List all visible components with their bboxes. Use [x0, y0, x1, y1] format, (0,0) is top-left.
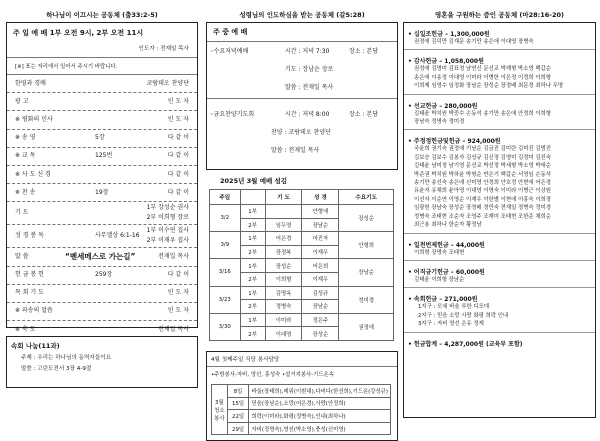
- order-item-person: 전재일 목사: [158, 252, 189, 260]
- service-duty-box: [206, 351, 398, 441]
- order-item: [7, 302, 197, 320]
- schedule-header: [240, 190, 265, 205]
- schedule-wed: 장성순: [339, 205, 394, 232]
- schedule-header: 수요기도: [339, 190, 394, 205]
- order-item: [7, 92, 197, 110]
- offering-names: 김보승 김보수 김봉자 김성규 김신정 김영미 김정미 김진숙: [414, 154, 551, 161]
- offering-section: [404, 56, 595, 94]
- schedule-cell: 장남순: [302, 300, 339, 314]
- order-item-detail: 5장: [95, 134, 105, 142]
- schedule-cell: 장남순: [302, 218, 339, 232]
- schedule-cell: 1부: [240, 232, 265, 246]
- cleaning-row: [212, 397, 391, 410]
- wed-time: 시간 : 저녁 7:30: [285, 48, 330, 55]
- order-item-person: 전재일 목사: [158, 325, 189, 333]
- schedule-cell: 2부: [240, 300, 265, 314]
- offering-heading: • 십일조헌금 – 1,300,000원: [408, 31, 490, 38]
- order-item-name: ※ 평화의 인사: [15, 115, 53, 123]
- schedule-row: [210, 313, 394, 327]
- order-item-name: 말 씀: [15, 252, 29, 260]
- friday-service: [207, 99, 397, 159]
- offering-divider: [404, 260, 595, 261]
- offering-section: [404, 267, 595, 288]
- order-item-person: 2부 이재우 집사: [146, 237, 189, 245]
- cleaning-label: 3월 청소 봉사: [212, 384, 228, 434]
- schedule-cell: 1부: [240, 205, 265, 219]
- schedule-date: 3/2: [210, 205, 241, 232]
- offering-section: [404, 101, 595, 131]
- fri-praise: 찬양 : 코람데오 찬양단: [271, 129, 331, 136]
- standing-note: [※] 표는 자리에서 일어서 주시기 바랍니다.: [15, 64, 118, 70]
- schedule-cell: 이대영: [265, 327, 302, 341]
- schedule-wed: 권정애: [339, 313, 394, 340]
- order-item-detail: 사무엘상 6:1-16: [95, 232, 140, 240]
- service-title: 주 일 예 배 1부 오전 9시, 2부 오전 11시: [13, 29, 144, 37]
- schedule-cell: 2부: [240, 327, 265, 341]
- schedule-wed: 장남순: [339, 259, 394, 286]
- cleaning-date: 15일: [227, 397, 249, 410]
- order-item-name: ※ 축 도: [15, 325, 36, 333]
- order-item-name: 목 회 기 도: [15, 289, 44, 297]
- schedule-date: 3/30: [210, 313, 241, 340]
- offering-names: 정병숙 조태현 조순자 조영주 조재미 조태현 조한준 채희순: [414, 213, 551, 220]
- offering-names: 장남숙 정명숙 정미경: [414, 119, 465, 126]
- fellowship-topic: 주제 : 우리는 하나님의 동역자들이요: [21, 355, 112, 361]
- schedule-header: 주일: [210, 190, 241, 205]
- order-item: [7, 284, 197, 302]
- order-item-detail: 19장: [95, 188, 109, 196]
- offering-section: [404, 240, 595, 261]
- order-item-name: ※ 송 영: [15, 134, 36, 142]
- order-item-name: ※ 사 도 신 경: [15, 170, 51, 178]
- offering-names: 3지구 : 자비 영선 은유 정재: [418, 321, 484, 328]
- fellowship-box: [6, 336, 198, 388]
- schedule-cell: 장정복: [265, 245, 302, 259]
- service-duty-sub: •주방봉사-자비, 영선, 홍성숙 •설거지봉사-기드온속: [211, 371, 334, 378]
- schedule-date: 3/23: [210, 286, 241, 313]
- offering-names: 권정애 김명미 김표정 남연신 문선교 박해형 박소영 백갑순: [414, 66, 551, 73]
- schedule-cell: 1부: [240, 313, 265, 327]
- schedule-cell: 1부: [240, 286, 265, 300]
- schedule-row: [210, 232, 394, 246]
- offering-names: 2지구 : 믿음 소망 사랑 화평 희락 인내: [418, 312, 509, 319]
- schedule-row: [210, 205, 394, 219]
- offering-divider: [404, 129, 595, 130]
- offering-names: 박준권 박치원 박하윤 박형순 반은기 백갑순 서영임 손동석: [414, 171, 551, 178]
- offering-names: 김태윤 박치원 박중수 손동석 송기만 송은애 안정희 이희형: [414, 110, 551, 117]
- offering-names: 최근용 최하나 한순자 황정남: [414, 222, 482, 229]
- order-item-person: 1부 장성순 권사: [146, 204, 189, 212]
- column-title: 영혼을 구원하는 증인 공동체 (마28:16-20): [434, 11, 565, 19]
- fri-name: ◦금요찬양기도회: [210, 111, 255, 118]
- order-item: [7, 247, 197, 265]
- offering-section: [404, 339, 595, 348]
- schedule-cell: 김명옥: [265, 286, 302, 300]
- column-title: 성령님의 인도하심을 받는 공동체 (갈5:28): [239, 11, 365, 19]
- cleaning-date: 29일: [227, 422, 249, 435]
- order-item-name: ※ 찬 송: [15, 188, 36, 196]
- order-list: [7, 75, 197, 338]
- order-item-person: 2부 이희형 장로: [146, 214, 189, 222]
- offering-names: 국윤희 권기숙 권정애 기남순 김금진 김미란 김미진 김범진: [414, 146, 551, 153]
- order-item: [7, 183, 197, 201]
- order-item-name: 기 도: [15, 209, 29, 217]
- cleaning-groups: 믿음(장남순),소망(어은경),사랑(안정희): [249, 397, 391, 410]
- wed-prayer: 기도 : 장남순 장로: [285, 66, 334, 73]
- order-item: [7, 75, 197, 92]
- offering-divider: [404, 49, 595, 50]
- fellowship-title: 속회 나눔(11과): [11, 342, 60, 350]
- schedule-cell: 2부: [240, 218, 265, 232]
- order-item-person: 인 도 자: [167, 289, 189, 297]
- offering-section: [404, 136, 595, 233]
- order-item-name: ※ 교 독: [15, 152, 36, 160]
- order-item: [7, 224, 197, 247]
- offering-names: 임광헌 장남숙 장성순 장정배 정민숙 전재일 정병숙 정미경: [414, 205, 551, 212]
- offering-names: 1지구 : 모세 바울 루한 디모데: [418, 304, 490, 311]
- offering-section: [404, 29, 595, 50]
- schedule-date: 3/16: [210, 259, 241, 286]
- offering-heading: • 속회헌금 – 271,000원: [408, 296, 478, 304]
- order-item-name: 성 경 봉 독: [15, 232, 44, 240]
- schedule-cell: [265, 205, 302, 219]
- order-item-name: 광 고: [15, 97, 29, 105]
- schedule-header: 기 도: [265, 190, 302, 205]
- offering-heading: • 일천번제헌금 – 44,000원: [408, 241, 485, 249]
- offering-names: 권정애 김덕만 김재문 송기만 송은애 이대영 장병숙: [414, 39, 534, 45]
- offering-names: 이희제 임영수 임정화 장남순 장성순 장정배 최문경 최하나 무명: [414, 83, 564, 90]
- cleaning-row: [212, 410, 391, 423]
- schedule-header: 성 경: [302, 190, 339, 205]
- offering-section: [404, 294, 595, 332]
- cleaning-groups: 자비(정명숙),영선(박소영),충성(신미영): [249, 422, 391, 435]
- schedule-cell: 2부: [240, 272, 265, 286]
- worship-column: [6, 0, 198, 424]
- order-item-detail: 125번: [95, 152, 113, 160]
- order-item-detail: “벧세메스로 가는길”: [65, 251, 136, 261]
- order-item-name: ※ 파송의 말씀: [15, 307, 53, 315]
- order-item-person: 다 같 이: [167, 170, 189, 178]
- order-item-person: 인 도 자: [167, 115, 189, 123]
- schedule-cell: 안형애: [302, 205, 339, 219]
- offering-names: 송기만 송선숙 송은애 신미영 안정희 안호정 안현애 어은경: [414, 180, 551, 187]
- offering-divider: [404, 287, 595, 288]
- column-title: 하나님이 이끄시는 공동체 (출33:2-5): [46, 11, 158, 19]
- wednesday-service: [207, 42, 397, 94]
- order-item-person: 다 같 이: [167, 152, 189, 160]
- service-duty-title: 4월 첫째주일 식당 봉사담당: [211, 356, 280, 363]
- order-item-person: 인 도 자: [167, 307, 189, 315]
- offering-names: 송은애 이송정 이대영 이미라 이병한 이은정 이정희 이희형: [414, 74, 551, 81]
- schedule-cell: 김성규: [302, 286, 339, 300]
- cleaning-date: 8일: [227, 384, 249, 397]
- order-item: [7, 147, 197, 165]
- schedule-cell: 1부: [240, 259, 265, 273]
- cleaning-groups: 희락(이미라),화평(정병숙),인내(최하나): [249, 410, 391, 423]
- offering-heading: • 어직금기헌금 – 60,000원: [408, 268, 485, 276]
- schedule-title: 2025년 3월 예배 섬김: [220, 177, 288, 185]
- order-item: [7, 266, 197, 284]
- schedule-cell: 이희형: [265, 272, 302, 286]
- schedule-cell: 2부: [240, 245, 265, 259]
- weekday-title: 주 중 예 배: [213, 28, 248, 36]
- offering-names: 김태윤 남미정 남기영 문선교 박선정 박세형 박소영 박애순: [414, 163, 551, 170]
- schedule-table: [209, 189, 394, 341]
- schedule-row: [210, 286, 394, 300]
- schedule-cell: 어은희: [302, 259, 339, 273]
- offering-heading: • 감사헌금 – 1,058,000원: [408, 58, 484, 66]
- order-item: [7, 110, 197, 128]
- wed-preacher: 말씀 : 전재일 목사: [285, 84, 334, 91]
- order-item-detail: 259장: [95, 271, 113, 279]
- offering-column: [403, 0, 596, 424]
- weekday-service-box: [206, 22, 398, 170]
- order-item-name: 한영과 경배: [15, 79, 46, 87]
- service-leader: 인도자 : 전재일 목사: [138, 46, 189, 52]
- schedule-cell: 어은경: [265, 232, 302, 246]
- offering-divider: [404, 332, 595, 333]
- schedule-cell: 임두영: [265, 218, 302, 232]
- schedule-date: 3/9: [210, 232, 241, 259]
- offering-names: 김태윤 이희형 장남순: [414, 276, 465, 283]
- fri-time: 시간 : 저녁 8:00: [285, 111, 330, 118]
- order-item: [7, 165, 197, 183]
- order-item-person: 1부 이수연 집사: [146, 227, 189, 235]
- order-item-name: 헌 금 봉 헌: [15, 271, 44, 279]
- order-item-person: 다 같 이: [167, 188, 189, 196]
- order-item-person: 다 같 이: [167, 271, 189, 279]
- cleaning-row: [212, 384, 391, 397]
- schedule-wed: 정미경: [339, 286, 394, 313]
- offering-divider: [404, 94, 595, 95]
- order-item-person: 코람데오 찬양단: [146, 79, 189, 87]
- cleaning-groups: 바울(장태희),레위(이흰대),다비다(한선희),기드온(강성규): [249, 384, 391, 397]
- order-item: [7, 201, 197, 224]
- fri-place: 장소 : 본당: [349, 111, 379, 118]
- schedule-cell: 장성순: [265, 259, 302, 273]
- offering-names: 이선자 이순연 이영순 이재우 이한별 이현애 이흥숙 이희정: [414, 196, 551, 203]
- schedule-cell: 장성순: [302, 327, 339, 341]
- schedule-row: [210, 259, 394, 273]
- fri-preacher: 말씀 : 전재일 목사: [271, 147, 320, 154]
- offering-heading: • 헌금합계 – 4,287,000원 (교육부 포함): [408, 340, 523, 348]
- schedule-cell: 이재우: [302, 245, 339, 259]
- sunday-service-box: [6, 22, 198, 333]
- cleaning-table: [211, 384, 391, 435]
- schedule-cell: 이미라: [265, 313, 302, 327]
- schedule-cell: 정병숙: [265, 300, 302, 314]
- cleaning-date: 22일: [227, 410, 249, 423]
- offering-heading: • 선교헌금 – 280,000원: [408, 102, 478, 110]
- offering-box: [403, 22, 596, 418]
- offering-heading: • 주정정헌금및헌금 – 924,000원: [408, 138, 501, 146]
- schedule-cell: 마진자: [302, 232, 339, 246]
- offering-names: 유윤지 유채희 윤아영 이대영 이명숙 이미라 이병근 이상원: [414, 188, 551, 195]
- offering-names: 이희형 장명숙 조태현: [414, 249, 465, 256]
- schedule-cell: 이재우: [302, 272, 339, 286]
- wed-name: ◦수요저녁예배: [210, 48, 249, 55]
- cleaning-row: [212, 422, 391, 435]
- offering-divider: [404, 233, 595, 234]
- order-item: [7, 129, 197, 147]
- schedule-wed: 안형희: [339, 232, 394, 259]
- order-item-person: 다 같 이: [167, 134, 189, 142]
- schedule-cell: 정은주: [302, 313, 339, 327]
- order-item-person: 인 도 자: [167, 97, 189, 105]
- wed-place: 장소 : 본당: [349, 48, 379, 55]
- weekday-column: [206, 0, 398, 433]
- fellowship-verse: 말씀 : 고린도전서 3장 4-9절: [21, 366, 92, 372]
